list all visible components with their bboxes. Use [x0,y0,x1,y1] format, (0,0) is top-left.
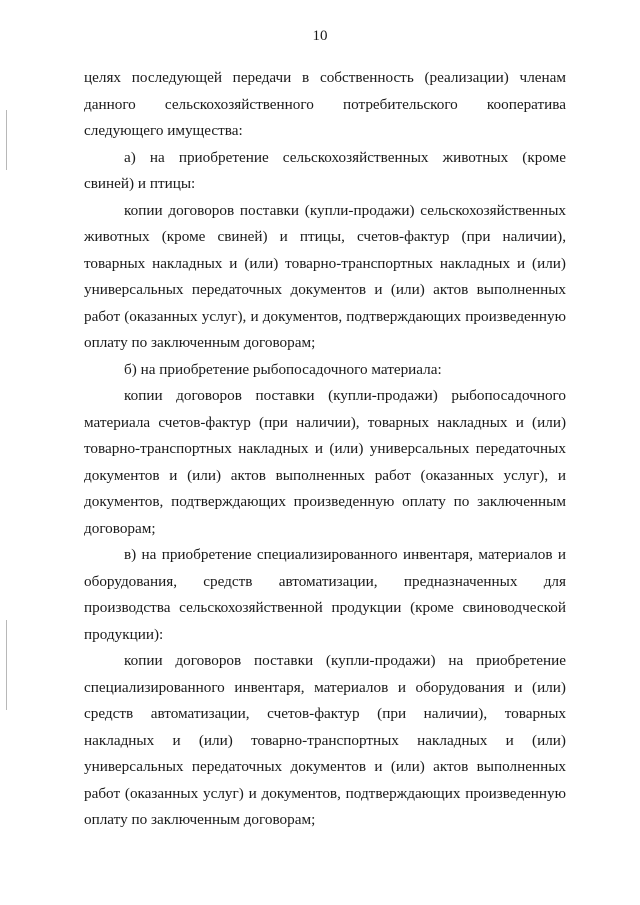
page-number: 10 [312,28,328,44]
paragraph-item-c-documents: копии договоров поставки (купли-продажи) на приобретение специализированного инвентаря, материалов и оборудования и (или) средств автоматизации, счетов-фактур (при наличии), товарных накладных и (или) товарно-транспортных накладных и (или) универсальных передаточных документов и (или) актов выполненных работ (оказанных услуг) и документов, подтверждающих произведенную оплату по заключенным договорам; [84,652,566,828]
paragraph-intro-continuation: целях последующей передачи в собственность (реализации) членам данного сельскохозяйственного потребительского кооператива следующего имущества: [84,69,566,139]
scan-edge-mark [6,620,7,710]
paragraph-item-a-documents: копии договоров поставки (купли-продажи) сельскохозяйственных животных (кроме свиней) и птицы, счетов-фактур (при наличии), товарных накладных и (или) товарно-транспортных накладных и (или) универсальных передаточных документов и (или) актов выполненных работ (оказанных услуг), и документов, подтверждающих произведенную оплату по заключенным договорам; [84,201,566,351]
paragraph-item-b-documents: копии договоров поставки (купли-продажи) рыбопосадочного материала счетов-фактур (при наличии), товарных накладных и (или) товарно-транспортных накладных и (или) универсальных передаточных документов и (или) актов выполненных работ (оказанных услуг), и документов, подтверждающих произведенную оплату по заключенным договорам; [84,387,566,537]
scan-edge-mark [6,110,7,170]
paragraph-item-b-heading: б) на приобретение рыбопосадочного материала: [124,360,442,378]
paragraph-item-a-heading: а) на приобретение сельскохозяйственных животных (кроме свиней) и птицы: [84,148,566,192]
paragraph-item-c-heading: в) на приобретение специализированного инвентаря, материалов и оборудования, средств автоматизации, предназначенных для производства сельскохозяйственной продукции (кроме свиноводческой продукции): [84,546,566,643]
document-body [84,65,566,834]
